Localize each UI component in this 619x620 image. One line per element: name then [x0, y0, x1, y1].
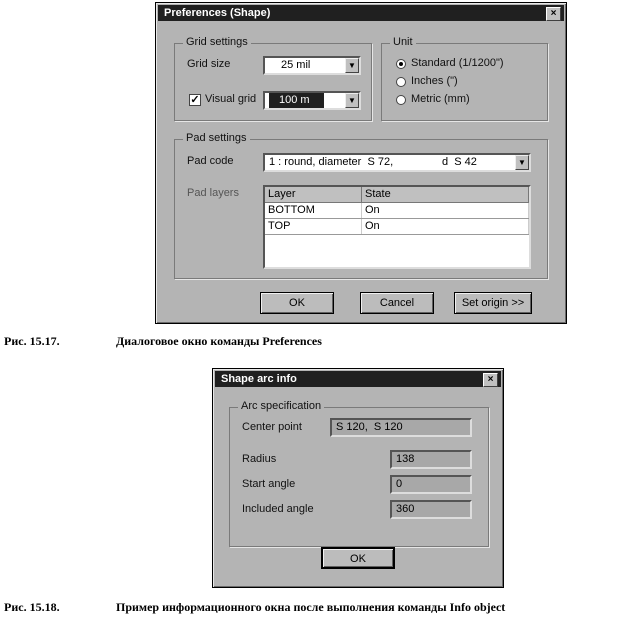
arc-specification-legend: Arc specification [238, 400, 324, 412]
unit-metric-label: Metric (mm) [411, 93, 470, 105]
pad-layers-list[interactable] [263, 185, 531, 269]
preferences-title [158, 5, 564, 21]
shape-arc-info-dialog [212, 368, 504, 588]
figure-number-1: Рис. 15.17. [4, 334, 60, 348]
close-icon[interactable]: × [483, 373, 498, 387]
unit-legend: Unit [390, 36, 416, 48]
layer-cell: TOP [265, 219, 362, 235]
state-cell: On [362, 219, 529, 235]
grid-size-select[interactable] [263, 56, 361, 75]
cancel-button[interactable]: Cancel [360, 292, 434, 314]
table-row[interactable] [265, 203, 529, 219]
pad-layers-table [265, 187, 529, 235]
pad-code-label: Pad code [187, 155, 234, 167]
visual-grid-select[interactable] [263, 91, 361, 110]
radius-value: 138 [396, 453, 415, 465]
radius-field [390, 450, 472, 469]
column-header-layer[interactable]: Layer [265, 187, 362, 203]
center-point-value: S 120, S 120 [336, 421, 403, 433]
grid-settings-legend: Grid settings [183, 36, 251, 48]
figure-caption-1: Диалоговое окно команды Preferences [116, 334, 322, 348]
layer-cell: BOTTOM [265, 203, 362, 219]
close-icon[interactable]: × [546, 7, 561, 21]
column-header-state[interactable]: State [362, 187, 529, 203]
start-angle-label: Start angle [242, 478, 296, 490]
radius-label: Radius [242, 453, 277, 465]
start-angle-field [390, 475, 472, 494]
preferences-dialog [155, 2, 567, 324]
visual-grid-checkbox[interactable]: ✓ [190, 94, 200, 106]
unit-inches-radio[interactable] [396, 77, 406, 87]
arc-info-title-text: Shape arc info [221, 373, 297, 385]
figure-number-2: Рис. 15.18. [4, 600, 60, 614]
pad-code-value: 1 : round, diameter S 72, d S 42 [269, 156, 477, 168]
figure-caption-2: Пример информационного окна после выполнения команды Info object [116, 600, 506, 614]
chevron-down-icon[interactable]: ▼ [345, 93, 359, 108]
pad-layers-label: Pad layers [187, 187, 239, 199]
ok-button[interactable]: OK [321, 547, 395, 569]
grid-settings-group [174, 36, 372, 121]
table-header-row [265, 187, 529, 203]
state-cell: On [362, 203, 529, 219]
center-point-label: Center point [242, 421, 302, 433]
unit-group [381, 36, 548, 121]
unit-inches-label: Inches (") [411, 75, 458, 87]
arc-info-title [215, 371, 501, 387]
unit-standard-radio[interactable] [396, 59, 406, 69]
pad-settings-group [174, 132, 548, 279]
unit-metric-radio[interactable] [396, 95, 406, 105]
chevron-down-icon[interactable]: ▼ [515, 155, 529, 170]
start-angle-value: 0 [396, 478, 403, 490]
included-angle-field [390, 500, 472, 519]
set-origin-button[interactable]: Set origin >> [454, 292, 532, 314]
grid-size-label: Grid size [187, 58, 231, 70]
visual-grid-value: 100 m [269, 93, 324, 108]
ok-button[interactable]: OK [260, 292, 334, 314]
preferences-title-text: Preferences (Shape) [164, 7, 271, 19]
included-angle-label: Included angle [242, 503, 314, 515]
included-angle-value: 360 [396, 503, 415, 515]
visual-grid-label: Visual grid [205, 93, 257, 105]
arc-specification-group [229, 400, 489, 547]
pad-settings-legend: Pad settings [183, 132, 250, 144]
chevron-down-icon[interactable]: ▼ [345, 58, 359, 73]
center-point-field [330, 418, 472, 437]
pad-code-select[interactable] [263, 153, 531, 172]
grid-size-value: 25 mil [281, 59, 311, 71]
unit-standard-label: Standard (1/1200") [411, 57, 504, 69]
table-row[interactable] [265, 219, 529, 235]
